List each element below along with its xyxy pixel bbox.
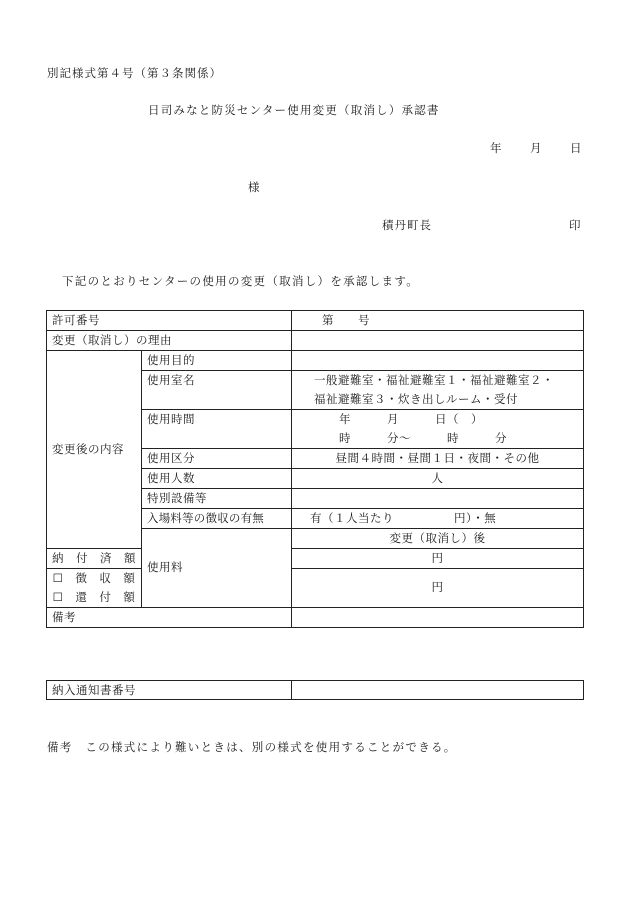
document-title: 日司みなと防災センター使用変更（取消し）承認書 (148, 103, 440, 117)
time-date-line: 年 月 日（ ） (339, 412, 483, 426)
category-value[interactable]: 昼間４時間・昼間１日・夜間・その他 (292, 449, 584, 469)
equipment-label: 特別設備等 (142, 489, 292, 509)
room-options-line2: 福祉避難室３・炊き出しルーム・受付 (314, 392, 518, 406)
reason-value[interactable] (292, 331, 584, 351)
intro-text: 下記のとおりセンターの使用の変更（取消し）を承認します。 (62, 274, 420, 288)
permit-number-value[interactable]: 第 号 (292, 311, 584, 331)
fee-paid-row (47, 549, 584, 569)
issuer-name: 積丹町長 (382, 218, 432, 232)
fee-collect-checkbox[interactable]: ☐ 徴 収 額 (52, 571, 136, 585)
remarks-row (47, 608, 584, 628)
room-options-line1: 一般避難室・福祉避難室１・福祉避難室２・ (314, 373, 554, 387)
fee-adjust-row (47, 569, 584, 608)
fee-paid-value[interactable]: 円 (292, 549, 584, 569)
form-number: 別記様式第４号（第３条関係） (47, 66, 222, 80)
payment-notice-table (46, 680, 584, 700)
date-year: 年 (490, 141, 502, 155)
time-hours-line: 時 分～ 時 分 (339, 431, 507, 445)
payment-notice-row (47, 681, 584, 700)
footer-note: 備考 この様式により難いときは、別の様式を使用することができる。 (47, 740, 457, 754)
date-day: 日 (570, 141, 582, 155)
admission-value[interactable]: 有（１人当たり 円）・無 (292, 509, 584, 529)
purpose-row (47, 351, 584, 371)
after-content-label: 変更後の内容 (47, 351, 142, 549)
payment-notice-label: 納入通知書番号 (47, 681, 292, 700)
purpose-value[interactable] (292, 351, 584, 371)
people-value[interactable]: 人 (292, 469, 584, 489)
purpose-label: 使用目的 (142, 351, 292, 371)
room-value[interactable] (292, 371, 584, 410)
admission-label: 入場料等の徴収の有無 (142, 509, 292, 529)
remarks-value[interactable] (292, 608, 584, 628)
fee-paid-label: 納 付 済 額 (47, 549, 142, 569)
seal-mark: 印 (569, 218, 581, 232)
fee-label: 使用料 (142, 529, 292, 608)
payment-notice-value[interactable] (292, 681, 584, 700)
reason-row (47, 331, 584, 351)
permit-number-row (47, 311, 584, 331)
category-label: 使用区分 (142, 449, 292, 469)
addressee-suffix: 様 (248, 180, 260, 194)
time-value[interactable] (292, 410, 584, 449)
permit-number-label: 許可番号 (47, 311, 292, 331)
room-label: 使用室名 (142, 371, 292, 410)
reason-label: 変更（取消し）の理由 (47, 331, 292, 351)
fee-adjust-value[interactable]: 円 (292, 569, 584, 608)
time-label: 使用時間 (142, 410, 292, 449)
date-month: 月 (530, 141, 542, 155)
fee-refund-checkbox[interactable]: ☐ 還 付 額 (52, 590, 136, 604)
remarks-label: 備考 (47, 608, 292, 628)
equipment-value[interactable] (292, 489, 584, 509)
people-label: 使用人数 (142, 469, 292, 489)
fee-adjust-options (47, 569, 142, 608)
fee-after-label: 変更（取消し）後 (292, 529, 584, 549)
approval-table (46, 310, 584, 628)
